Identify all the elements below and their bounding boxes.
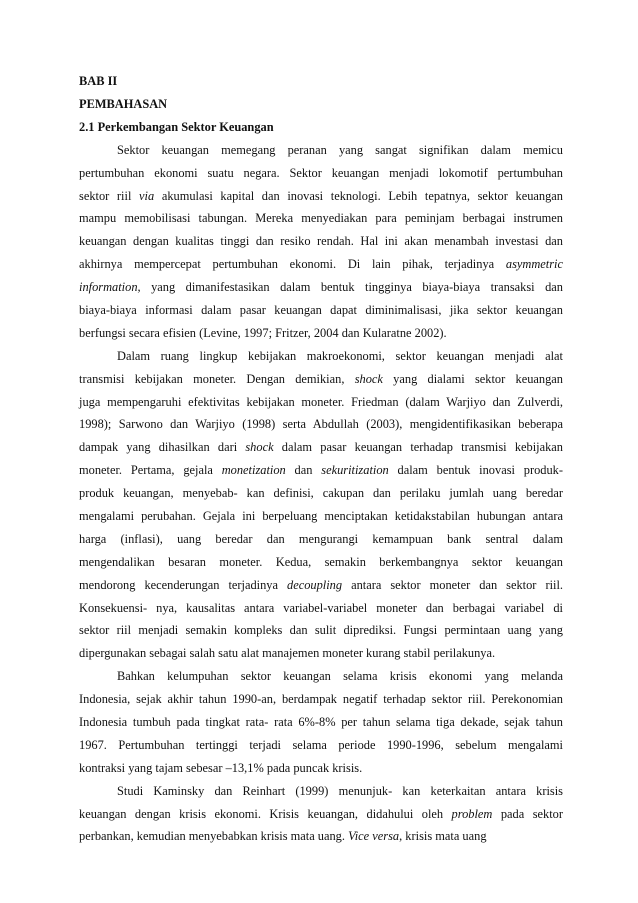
text-line [79, 528, 563, 551]
chapter-title: PEMBAHASAN [79, 96, 168, 111]
italic-term: shock [245, 440, 274, 455]
paragraph [79, 345, 563, 665]
paragraph [79, 665, 563, 779]
text-line [79, 322, 563, 345]
italic-term: asymmetric [505, 257, 563, 272]
italic-term: problem [451, 806, 493, 821]
text-line [79, 413, 563, 436]
paragraph [79, 139, 563, 345]
text-run: , krisis mata uang [399, 829, 487, 844]
text-run: Indonesia tumbuh pada tingkat rata- rata 6%-8% per tahun selama tiga dekade, sejak tahun [79, 714, 563, 729]
text-run: keuangan dengan krisis ekonomi. Krisis keuangan, didahului oleh [79, 806, 452, 821]
text-run: dan [285, 463, 322, 478]
text-run: moneter. Pertama, gejala [79, 463, 222, 478]
text-line [79, 803, 563, 826]
section-heading: 2.1 Perkembangan Sektor Keuangan [79, 119, 274, 134]
text-line [79, 230, 563, 253]
text-run: keuangan dengan kualitas tinggi dan resiko rendah. Hal ini akan menambah investasi dan [79, 234, 563, 249]
text-run: dampak yang dihasilkan dari [79, 440, 246, 455]
text-line [79, 207, 563, 230]
text-line [79, 185, 563, 208]
text-run: perbankan, kemudian menyebabkan krisis mata uang. [79, 829, 349, 844]
italic-term: shock [354, 371, 383, 386]
italic-term: Vice versa [348, 829, 400, 844]
text-line [79, 597, 563, 620]
text-line [79, 825, 563, 848]
text-line [79, 619, 563, 642]
text-run: sektor riil [79, 188, 140, 203]
text-run: sektor riil menjadi semakin kompleks dan sulit diprediksi. Fungsi permintaan uang yang [79, 623, 563, 638]
text-run: Konsekuensi- nya, kausalitas antara variabel-variabel moneter dan berbagai variabel di [79, 600, 563, 615]
section-text [79, 139, 563, 849]
text-line [79, 642, 563, 665]
text-line [79, 276, 563, 299]
text-run: biaya-biaya informasi dalam pasar keuangan dapat diminimalisasi, jika sektor keuangan [79, 302, 563, 317]
text-line [79, 162, 563, 185]
text-run: akumulasi kapital dan inovasi teknologi. Lebih tepatnya, sektor keuangan [154, 188, 563, 203]
text-line [79, 551, 563, 574]
chapter-number: BAB II [79, 74, 118, 88]
text-run: mengalami perubahan. Gejala ini berpeluang menciptakan ketidakstabilan hubungan antara [79, 508, 563, 523]
text-line [79, 253, 563, 276]
text-run: 1967. Pertumbuhan tertinggi terjadi selama periode 1990-1996, sebelum mengalami [79, 737, 563, 752]
text-line [79, 780, 563, 803]
text-line [79, 688, 563, 711]
text-line [79, 345, 563, 368]
text-line [79, 734, 563, 757]
text-run: dipergunakan sebagai salah satu alat manajemen moneter kurang stabil perilakunya. [79, 646, 496, 661]
text-run: pada sektor [492, 806, 563, 821]
text-run: produk keuangan, menyebab- kan definisi, cakupan dan perilaku jumlah uang beredar [79, 486, 563, 501]
text-run: yang dialami sektor keuangan [382, 371, 563, 386]
paragraph [79, 780, 563, 849]
text-run: kontraksi yang tajam sebesar –13,1% pada puncak krisis. [79, 760, 363, 775]
text-run: antara sektor moneter dan sektor riil. [342, 577, 563, 592]
italic-term: sekuritization [321, 463, 389, 478]
text-run: harga (inflasi), uang beredar dan mengurangi kemampuan bank sentral dalam [79, 531, 563, 546]
text-run: berfungsi secara efisien (Levine, 1997; Fritzer, 2004 dan Kularatne 2002). [79, 325, 447, 340]
text-line [79, 757, 563, 780]
text-run: akhirnya mempercepat pertumbuhan ekonomi. Di lain pihak, terjadinya [79, 257, 506, 272]
text-run: Studi Kaminsky dan Reinhart (1999) menunjuk- kan keterkaitan antara krisis [117, 783, 563, 798]
text-run: mendorong kecenderungan terjadinya [79, 577, 287, 592]
text-run: Bahkan kelumpuhan sektor keuangan selama krisis ekonomi yang melanda [117, 669, 563, 684]
text-run: transmisi kebijakan moneter. Dengan demikian, [79, 371, 355, 386]
text-line [79, 459, 563, 482]
text-run: juga mempengaruhi efektivitas kebijakan moneter. Friedman (dalam Warjiyo dan Zulverdi, [79, 394, 563, 409]
text-line [79, 139, 563, 162]
text-line [79, 368, 563, 391]
text-line [79, 574, 563, 597]
text-line [79, 711, 563, 734]
text-line [79, 299, 563, 322]
italic-term: decoupling [287, 577, 343, 592]
text-run: dalam bentuk inovasi produk- [388, 463, 563, 478]
text-run: 1998); Sarwono dan Warjiyo (1998) serta Abdullah (2003), mengidentifikasikan beberapa [79, 417, 563, 432]
text-run: Indonesia, sejak akhir tahun 1990-an, berdampak negatif terhadap sektor riil. Perekonomian [79, 692, 563, 707]
text-line [79, 391, 563, 414]
italic-term: monetization [221, 463, 286, 478]
text-run: mampu memobilisasi tabungan. Mereka menyediakan para peminjam berbagai instrumen [79, 211, 563, 226]
text-run: pertumbuhan ekonomi suatu negara. Sektor keuangan menjadi lokomotif pertumbuhan [79, 165, 563, 180]
text-line [79, 665, 563, 688]
text-run: mengendalikan besaran moneter. Kedua, semakin berkembangnya sektor keuangan [79, 554, 563, 569]
document-body [79, 70, 563, 848]
text-run: Dalam ruang lingkup kebijakan makroekonomi, sektor keuangan menjadi alat [117, 348, 563, 363]
text-run: dalam pasar keuangan terhadap transmisi kebijakan [273, 440, 563, 455]
text-run: yang dimanifestasikan dalam bentuk tingginya biaya-biaya transaksi dan [140, 280, 563, 295]
italic-term: information, [79, 280, 141, 295]
italic-term: via [139, 188, 155, 203]
text-line [79, 505, 563, 528]
text-line [79, 482, 563, 505]
text-line [79, 436, 563, 459]
text-run: Sektor keuangan memegang peranan yang sangat signifikan dalam memicu [117, 142, 563, 157]
